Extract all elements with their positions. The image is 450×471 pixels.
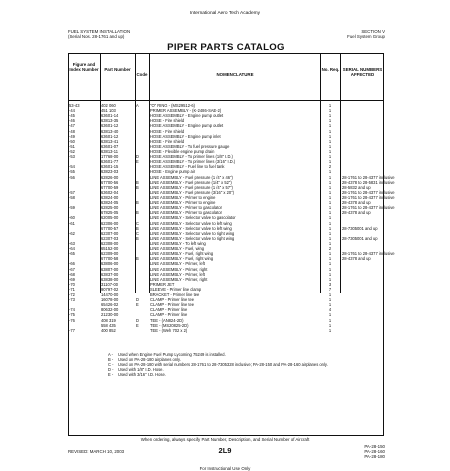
part-number: 63837-00 [101, 271, 119, 277]
nomenclature: PRIMER ASSEMBLY - (K-2486-SAE-2) [150, 108, 222, 114]
quantity-required: 1 [328, 169, 332, 175]
nomenclature: HOSE - Fire shield [150, 128, 185, 134]
quantity-required: 1 [328, 261, 332, 267]
model-item: PA-28-180 [364, 454, 385, 459]
quantity-required: 1 [328, 225, 332, 231]
figure-index: -69 [69, 276, 75, 282]
section-label: SECTION V [361, 29, 385, 34]
nomenclature: LINE ASSEMBLY - Fuel pressure (3/16" x 20") [150, 189, 234, 195]
part-number: 400 852 [101, 327, 116, 333]
quantity-required: 7 [328, 286, 332, 292]
quantity-required: 1 [328, 240, 332, 246]
part-number: 67700-59 [101, 184, 119, 190]
nomenclature: TEE - (Weh 702 x 2) [150, 327, 188, 333]
serial-numbers: 28-1761 to 28-4377 inclusive [342, 251, 395, 257]
quantity-required: 1 [328, 266, 332, 272]
part-number: 402 060 [101, 103, 116, 108]
code: C [136, 230, 139, 236]
figure-index: -77 [69, 327, 75, 333]
nomenclature: LINE ASSEMBLY - Fuel, right wing [150, 251, 214, 257]
nomenclature: TEE - (MS20825-2D) [150, 322, 189, 328]
nomenclature: LINE ASSEMBLY - Primer, left [150, 261, 205, 267]
nomenclature: LINE ASSEMBLY - Fuel, right wing [150, 256, 214, 262]
part-number: 62309-00 [101, 251, 119, 257]
part-number: 14470-00 [101, 292, 119, 298]
quantity-required: 1 [328, 194, 332, 200]
nomenclature: HOSE ASSEMBLY - Engine pump outlet [150, 113, 224, 119]
code-notes [108, 352, 348, 377]
part-number: 62826-00 [101, 174, 119, 180]
nomenclature: HOSE ASSEMBLY - Fuel line to fuel tank [150, 164, 225, 170]
part-number: 63602-04 [101, 189, 119, 195]
model-item: PA-28-160 [364, 449, 385, 454]
quantity-required: 1 [328, 159, 332, 165]
part-number: 21230-00 [101, 312, 119, 318]
code: B [136, 200, 139, 206]
figure-index: -64 [69, 246, 75, 252]
code: A [136, 103, 139, 108]
quantity-required: 1 [328, 322, 332, 328]
col-header-part: Part Number [104, 67, 131, 72]
part-number: 67825-05 [101, 210, 119, 216]
part-number: 62307-03 [101, 235, 119, 241]
figure-index: -47 [69, 123, 75, 129]
code: D [136, 317, 139, 323]
part-number: 62308-00 [101, 240, 119, 246]
quantity-required: 1 [328, 103, 332, 108]
code: B [136, 225, 139, 231]
nomenclature: CLAMP - Primer line [150, 307, 188, 313]
nomenclature: LINE ASSEMBLY - To left wing [150, 240, 206, 246]
figure-index: -58 [69, 194, 75, 200]
header-title: FUEL SYSTEM INSTALLATION [68, 29, 131, 34]
serial-numbers: 28-7305001 and up [342, 225, 378, 231]
quantity-required: 1 [328, 174, 332, 180]
table-body [68, 103, 395, 333]
quantity-required: 1 [328, 123, 332, 129]
header-serials: (Serial Nos. 28-1761 and up) [68, 34, 125, 39]
serial-numbers: 28-4378 to 28-5831 inclusive [342, 179, 395, 185]
figure-index: -68 [69, 271, 75, 277]
code: E [136, 322, 139, 328]
figure-index: -59 [69, 205, 75, 211]
nomenclature: LINE ASSEMBLY - Selector valve to left wing [150, 225, 232, 231]
quantity-required: 1 [328, 292, 332, 298]
quantity-required: 1 [328, 276, 332, 282]
figure-index: -60 [69, 215, 75, 221]
quantity-required: 1 [328, 205, 332, 211]
nomenclature: LINE ASSEMBLY - Selector valve to gascolator [150, 215, 236, 221]
nomenclature: LINE ASSEMBLY - Primer, left [150, 271, 205, 277]
quantity-required: 1 [328, 215, 332, 221]
header-bottom-rule [68, 100, 384, 101]
note-text: Used on PA-28-180 airplanes only. [118, 357, 181, 363]
code: B [136, 235, 139, 241]
nomenclature: HOSE - Engine pump air [150, 169, 196, 175]
academy-banner: International Aero Tech Academy [189, 11, 261, 16]
col-header-serial: SERIAL NUMBERS AFFECTED [342, 67, 383, 78]
nomenclature: LINE ASSEMBLY - Fuel pressure (1/4" x 52") [150, 179, 232, 185]
figure-index: -57 [69, 189, 75, 195]
part-number: 67700-56 [101, 179, 119, 185]
figure-index: -53 [69, 154, 75, 160]
parts-table [68, 53, 395, 436]
quantity-required: 1 [328, 143, 332, 149]
part-number: 63813-11 [101, 148, 118, 154]
nomenclature: LINE ASSEMBLY - Primer to engine [150, 194, 216, 200]
part-number: 63823-03 [101, 169, 119, 175]
catalog-title: PIPER PARTS CATALOG [167, 42, 285, 53]
nomenclature: HOSE ASSEMBLY - To fuel pressure gauge [150, 143, 230, 149]
figure-index: -56 [69, 174, 75, 180]
figure-index: -63 [69, 240, 75, 246]
quantity-required: 1 [328, 210, 332, 216]
figure-index: -75 [69, 312, 75, 318]
part-number: 63807-00 [101, 266, 119, 272]
quantity-required: 1 [328, 133, 332, 139]
serial-numbers: 28-5832 and up [342, 184, 371, 190]
quantity-required: 1 [328, 251, 332, 257]
quantity-required: 1 [328, 297, 332, 303]
serial-numbers: 28-1761 to 28-4377 inclusive [342, 194, 395, 200]
quantity-required: 1 [328, 179, 332, 185]
figure-index: -65 [69, 251, 75, 257]
figure-index: -74 [69, 307, 75, 313]
nomenclature: SLEEVE - Primer line clamp [150, 286, 202, 292]
part-number: 63813-40 [101, 128, 119, 134]
figure-index: -70 [69, 281, 75, 287]
nomenclature: HOSE ASSEMBLY - Engine pump outlet [150, 123, 224, 129]
nomenclature: LINE ASSEMBLY - Fuel pressure (1 /4" x 46") [150, 174, 233, 180]
col-header-req: No. Req. [321, 67, 340, 72]
nomenclature: LINE ASSEMBLY - Selector valve to right wing [150, 230, 235, 236]
part-number: 80632-00 [101, 307, 119, 313]
part-number: 63813-35 [101, 118, 119, 124]
note-text: Used with 3/16" I.D. Hose. [118, 372, 166, 378]
quantity-required: 2 [328, 246, 332, 252]
nomenclature: LINE ASSEMBLY - Primer to gascolator [150, 205, 222, 211]
group-label: Fuel System Group [347, 34, 385, 39]
figure-index: -50 [69, 138, 75, 144]
serial-numbers: 28-4378 and up [342, 200, 371, 206]
part-number: 63806-00 [101, 261, 119, 267]
quantity-required: 1 [328, 302, 332, 308]
nomenclature: HOSE - Flexible engine pump drain [150, 148, 215, 154]
header-right [347, 29, 385, 39]
note-code: B - [108, 357, 114, 363]
nomenclature: "O" RING - (MS29512-6) [150, 103, 195, 108]
nomenclature: BRACKET - Primer line tee [150, 292, 200, 298]
nomenclature: HOSE - Fire shield [150, 138, 185, 144]
page-number: 2L9 [218, 446, 232, 455]
note-text: Used when Engine Fuel Pump Lycoming 75249 is installed. [118, 352, 226, 357]
quantity-required: 1 [328, 184, 332, 190]
quantity-required: 1 [328, 138, 332, 144]
part-number: 63813-41 [101, 138, 119, 144]
quantity-required: 1 [328, 154, 332, 160]
figure-index: -71 [69, 286, 75, 292]
col-header-code: Code [136, 72, 148, 77]
quantity-required: 1 [328, 108, 332, 114]
part-number: 558 435 [101, 322, 116, 328]
serial-numbers: 28-4378 and up [342, 210, 371, 216]
part-number: 62307-00 [101, 230, 119, 236]
quantity-required: 1 [328, 235, 332, 241]
nomenclature: TEE - (AN824-2D) [150, 317, 184, 323]
nomenclature: HOSE - Fire shield [150, 118, 185, 124]
figure-index: -51 [69, 143, 75, 149]
quantity-required: 1 [328, 118, 332, 124]
nomenclature: PRIMER JET [150, 281, 175, 287]
note-code: C - [108, 362, 114, 368]
part-number: 67700-57 [101, 225, 119, 231]
quantity-required: 3 [328, 281, 332, 287]
figure-index: -66 [69, 261, 75, 267]
code: B [136, 184, 139, 190]
serial-numbers: 28-7305001 and up [342, 235, 378, 241]
quantity-required: 1 [328, 113, 332, 119]
code: D [136, 154, 139, 160]
figure-index: -45 [69, 113, 75, 119]
nomenclature: HOSE ASSEMBLY - Engine pump inlet [150, 133, 221, 139]
nomenclature: LINE ASSEMBLY - Primer to gascolator [150, 210, 222, 216]
quantity-required: 1 [328, 271, 332, 277]
quantity-required: 1 [328, 327, 332, 333]
instructional-note: For Instructional Use Only [199, 466, 251, 471]
quantity-required: 1 [328, 256, 332, 262]
code: B [136, 179, 139, 185]
quantity-required: 1 [328, 312, 332, 318]
figure-index: -46 [69, 118, 75, 124]
quantity-required: 1 [328, 148, 332, 154]
code: B [136, 256, 139, 262]
code-note [108, 372, 348, 377]
part-number: 63601-77 [101, 159, 119, 165]
quantity-required: 4 [328, 307, 332, 313]
part-number: 63824-00 [101, 194, 119, 200]
figure-index: -62 [69, 230, 75, 236]
part-number: 65152-00 [101, 246, 119, 252]
nomenclature: CLAMP - Primer line tee [150, 297, 195, 303]
serial-numbers: 28-1761 to 28-4377 inclusive [342, 205, 395, 211]
part-number: 16078-00 [101, 297, 119, 303]
code: C [136, 220, 139, 226]
figure-index: -67 [69, 266, 75, 272]
nomenclature: LINE ASSEMBLY - Primer, right [150, 276, 208, 282]
quantity-required: 1 [328, 189, 332, 195]
quantity-required: 1 [328, 128, 332, 134]
part-number: 408 319 [101, 317, 116, 323]
quantity-required: 1 [328, 317, 332, 323]
part-number: 63601-07 [101, 143, 119, 149]
part-number: 17768-00 [101, 154, 119, 160]
part-number: 63838-00 [101, 276, 119, 282]
part-number: 63601-15 [101, 164, 119, 170]
part-number: 62825-00 [101, 205, 119, 211]
part-number: 31107-00 [101, 281, 118, 287]
nomenclature: HOSE ASSEMBLY - To primer lines (3/16" I.D.) [150, 159, 236, 165]
figure-index: -73 [69, 297, 75, 303]
figure-index: -61 [69, 220, 75, 226]
header-left [68, 29, 130, 39]
model-list [364, 444, 385, 459]
part-number: 67700-58 [101, 256, 119, 262]
nomenclature: CLAMP - Primer line tee [150, 302, 195, 308]
col-header-nomenclature: NOMENCLATURE [216, 72, 254, 77]
nomenclature: LINE ASSEMBLY - Selector valve to right wing [150, 235, 235, 241]
table-bottom-rule [68, 435, 384, 436]
part-number: 63601-12 [101, 133, 119, 139]
part-number: 63601-14 [101, 113, 119, 119]
code: B [136, 210, 139, 216]
figure-index: -48 [69, 128, 75, 134]
table-row [68, 328, 384, 333]
figure-index: -49 [69, 133, 75, 139]
note-code: E - [108, 372, 114, 378]
quantity-required: 1 [328, 220, 332, 226]
figure-index: -52 [69, 148, 75, 154]
nomenclature: LINE ASSEMBLY - Primer to engine [150, 200, 216, 206]
nomenclature: LINE ASSEMBLY - Fuel pressure (1 /4" x 57") [150, 184, 233, 190]
note-text: Used on PA-28-180 with serial numbers 28-1761 to 28-7305328 inclusive; PA-28-150 and PA-28-160 airplanes only. [118, 362, 328, 368]
note-code: D - [108, 367, 114, 373]
part-number: 62306-00 [101, 220, 119, 226]
part-number: 65426-02 [101, 302, 119, 308]
figure-index: -76 [69, 317, 75, 323]
serial-numbers: 28-1761 to 28-4377 inclusive [342, 189, 395, 195]
part-number: 451 103 [101, 108, 116, 114]
nomenclature: LINE ASSEMBLY - Fuel, wing [150, 246, 204, 252]
figure-index: -72 [69, 292, 75, 298]
part-number: 62005-00 [101, 215, 119, 221]
revision-date: REVISED: MARCH 10, 2003 [68, 449, 125, 454]
serial-numbers: 28-1761 to 28-4377 inclusive [342, 174, 395, 180]
note-code: A - [108, 352, 114, 357]
part-number: 63601-12 [101, 123, 119, 129]
figure-index: 53-43 [69, 103, 80, 108]
code: E [136, 302, 139, 308]
figure-index: -55 [69, 169, 75, 175]
figure-index: -44 [69, 108, 75, 114]
serial-numbers: 28-4378 and up [342, 256, 371, 262]
code: E [136, 159, 139, 165]
nomenclature: HOSE ASSEMBLY - To primer lines (1/8" I.D.) [150, 154, 233, 160]
nomenclature: CLAMP - Primer line [150, 312, 188, 318]
nomenclature: LINE ASSEMBLY - Selector valve to left wing [150, 220, 232, 226]
part-number: 90797-02 [101, 286, 119, 292]
figure-index: -54 [69, 164, 75, 170]
note-text: Used with 1/8" I.D. Hose. [118, 367, 164, 373]
col-header-fig: Figure and Index Number [69, 62, 99, 73]
quantity-required: 1 [328, 200, 332, 206]
model-item: PA-28-150 [364, 444, 385, 449]
part-number: 63824-05 [101, 200, 119, 206]
quantity-required: 1 [328, 230, 332, 236]
ordering-footnote: When ordering, always specify Part Number, Description, and Serial Number of Aircraft [140, 437, 310, 442]
nomenclature: LINE ASSEMBLY - Primer, right [150, 266, 208, 272]
quantity-required: 2 [328, 164, 332, 170]
table-top-rule [68, 53, 384, 54]
code: D [136, 297, 139, 303]
